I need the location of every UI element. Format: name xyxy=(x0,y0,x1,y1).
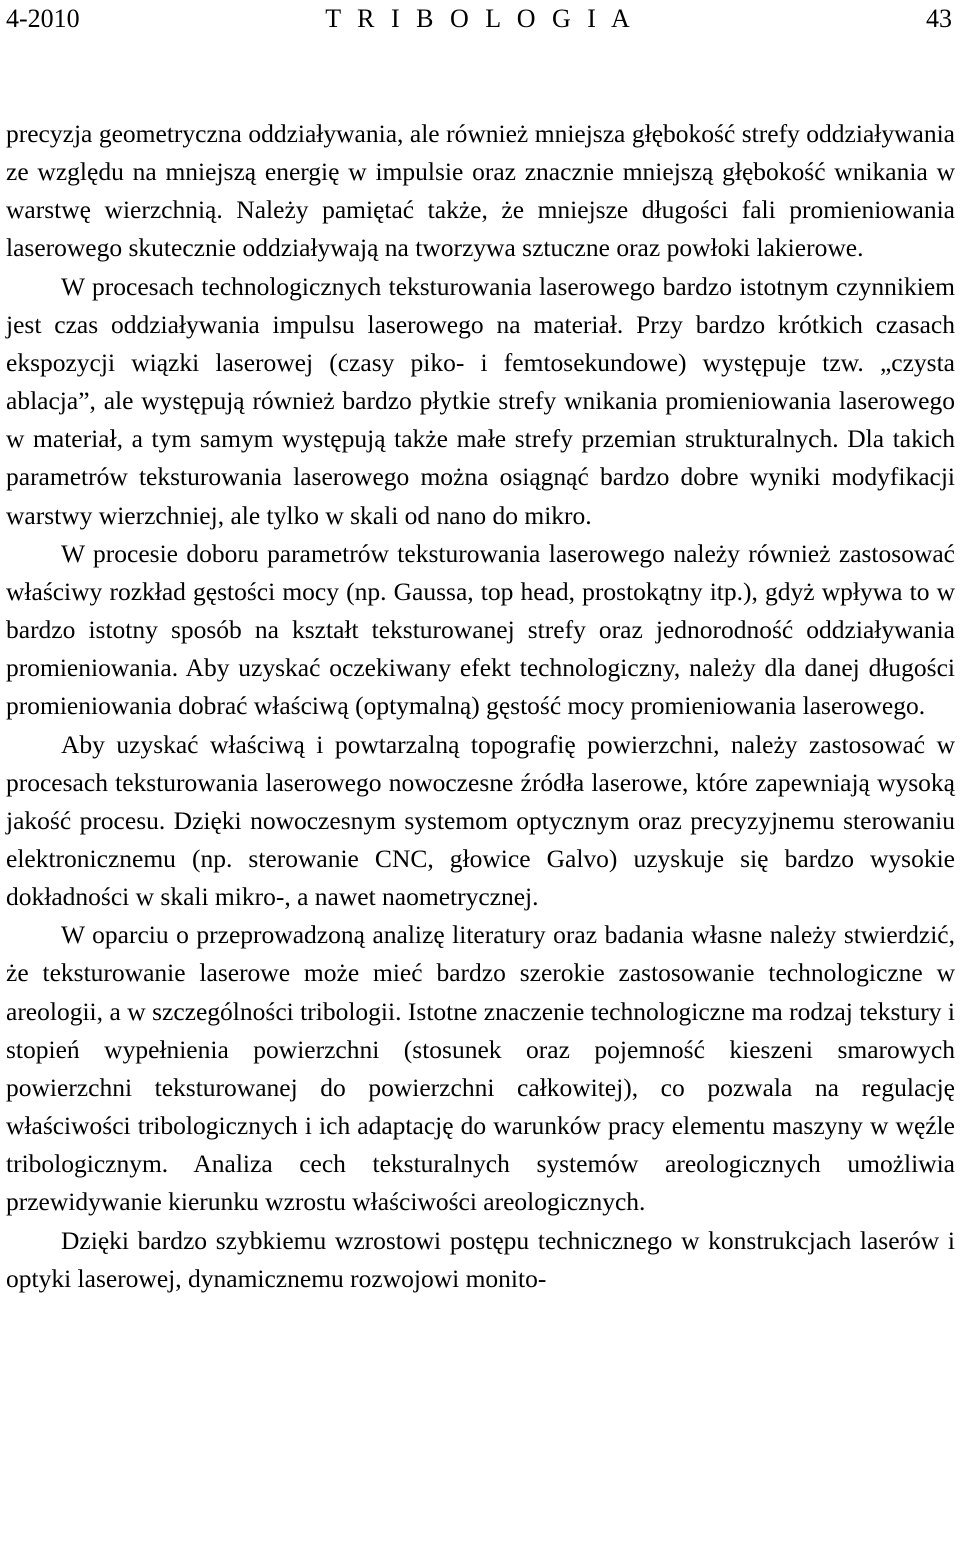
paragraph: Dzięki bardzo szybkiemu wzrostowi postępu technicznego w konstrukcjach laserów i optyki laserowej, dynamicznemu rozwojowi monito- xyxy=(6,1225,955,1293)
paragraph: W oparciu o przeprowadzoną analizę literatury oraz badania własne należy stwierdzić, że teksturowanie laserowe może mieć bardzo szerokie zastosowanie technologiczne w areologii, a w szczególności tribologii. Istotne znaczenie technologiczne ma rodzaj tekstury i stopień wypełnienia powierzchni (stosunek oraz pojemność kieszeni smarowych powierzchni teksturowanej do powierzchni całkowitej), co pozwala na regulację właściwości tribologicznych i ich adaptację do warunków pracy elementu maszyny w węźle tribologicznym. Analiza cech teksturalnych systemów areologicznych umożliwia przewidywanie kierunku wzrostu właściwości areologicznych. xyxy=(6,920,955,1217)
page-number: 43 xyxy=(926,4,952,33)
paragraph: W procesie doboru parametrów teksturowania laserowego należy również zastosować właściwy rozkład gęstości mocy (np. Gaussa, top head, prostokątny itp.), gdyż wpływa to w bardzo istotny sposób na kształt teksturowanej strefy oraz jednorodność oddziaływania promieniowania. Aby uzyskać oczekiwany efekt technologiczny, należy dla danej długości promieniowania dobrać właściwą (optymalną) gęstość mocy promieniowania laserowego. xyxy=(6,538,955,721)
journal-title: T R I B O L O G I A xyxy=(325,4,635,33)
issue-number: 4-2010 xyxy=(6,4,80,33)
article-body xyxy=(6,115,955,1298)
running-header xyxy=(6,4,954,34)
paragraph: W procesach technologicznych teksturowania laserowego bardzo istotnym czynnikiem jest czas oddziaływania impulsu laserowego na materiał. Przy bardzo krótkich czasach ekspozycji wiązki laserowej (czasy piko- i femtosekundowe) występuje tzw. „czysta ablacja”, ale występują również bardzo płytkie strefy wnikania promieniowania laserowego w materiał, a tym samym występują także małe strefy przemian strukturalnych. Dla takich parametrów teksturowania laserowego można osiągnąć bardzo dobre wyniki modyfikacji warstwy wierzchniej, ale tylko w skali od nano do mikro. xyxy=(6,271,955,530)
paragraph-continued: precyzja geometryczna oddziaływania, ale również mniejsza głębokość strefy oddziaływania ze względu na mniejszą energię w impulsie oraz znacznie mniejszą głębokość wnikania w warstwę wierzchnią. Należy pamiętać także, że mniejsze długości fali promieniowania laserowego skutecznie oddziaływają na tworzywa sztuczne oraz powłoki lakierowe. xyxy=(6,119,955,263)
paragraph: Aby uzyskać właściwą i powtarzalną topografię powierzchni, należy zastosować w procesach teksturowania laserowego nowoczesne źródła laserowe, które zapewniają wysoką jakość procesu. Dzięki nowoczesnym systemom optycznym oraz precyzyjnemu sterowaniu elektronicznemu (np. sterowanie CNC, głowice Galvo) uzyskuje się bardzo wysokie dokładności w skali mikro-, a nawet naometrycznej. xyxy=(6,729,955,912)
